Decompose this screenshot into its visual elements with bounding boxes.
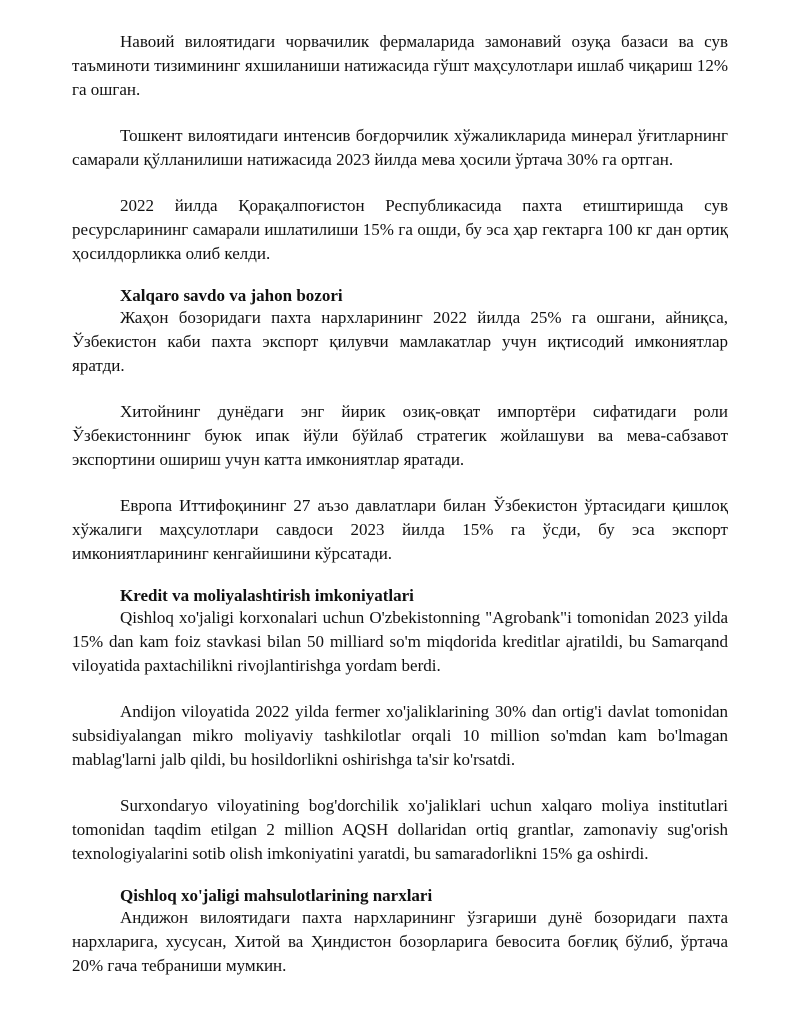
paragraph-tashkent-orchards: Тошкент вилоятидаги интенсив боғдорчилик хўжаликларида минерал ўғитларнинг самарали қўлланилиши натижасида 2023 йилда мева ҳосили ўртача 30% га ортган. bbox=[72, 126, 728, 169]
paragraph-surkhandarya-grants: Surxondaryo viloyatining bog'dorchilik xo'jaliklari uchun xalqaro moliya institutlari tomonidan taqdim etilgan 2 million AQSH dollaridan ortiq grantlar, zamonaviy sug'orish texnologiyalarini sotib olish imkoniyatini yaratdi, bu samaradorlikni 15% ga oshirdi. bbox=[72, 796, 728, 863]
paragraph-agrobank-credit: Qishloq xo'jaligi korxonalari uchun O'zbekistonning "Agrobank"i tomonidan 2023 yilda 15% dan kam foiz stavkasi bilan 50 milliard so'm miqdorida kreditlar ajratildi, bu Samarqand viloyatida paxtachilikni rivojlantirishga yordam berdi. bbox=[72, 608, 728, 675]
section-heading-credit: Kredit va moliyalashtirish imkoniyatlari bbox=[120, 586, 414, 605]
paragraph-andijan-microfinance: Andijon viloyatida 2022 yilda fermer xo'jaliklarining 30% dan ortig'i davlat tomonidan subsidiyalangan mikro moliyaviy tashkilotlar orqali 10 million so'mdan kam bo'lmagan mablag'larni jalb qildi, bu hosildorlikni oshirishga ta'sir ko'rsatdi. bbox=[72, 702, 728, 769]
paragraph-eu-trade: Европа Иттифоқининг 27 аъзо давлатлари билан Ўзбекистон ўртасидаги қишлоқ хўжалиги маҳсулотлари савдоси 2023 йилда 15% га ўсди, бу эса экспорт имкониятларининг кенгайишини кўрсатади. bbox=[72, 496, 728, 563]
paragraph-china-import: Хитойнинг дунёдаги энг йирик озиқ-овқат импортёри сифатидаги роли Ўзбекистоннинг буюк ипак йўли бўйлаб стратегик жойлашуви ва мева-сабзавот экспортини ошириш учун катта имкониятлар яратади. bbox=[72, 402, 728, 469]
paragraph-navoi-livestock: Навоий вилоятидаги чорвачилик фермаларида замонавий озуқа базаси ва сув таъминоти тизимининг яхшиланиши натижасида гўшт маҳсулотлари ишлаб чиқариш 12% га ошган. bbox=[72, 32, 728, 99]
document-page bbox=[72, 30, 728, 1000]
paragraph-karakalpakstan-cotton: 2022 йилда Қорақалпоғистон Республикасида пахта етиштиришда сув ресурсларининг самарали ишлатилиши 15% га ошди, бу эса ҳар гектарга 100 кг дан ортиқ ҳосилдорликка олиб келди. bbox=[72, 196, 728, 263]
paragraph-andijan-cotton-prices: Андижон вилоятидаги пахта нархларининг ўзгариши дунё бозоридаги пахта нархларига, хусусан, Хитой ва Ҳиндистон бозорларига бевосита боғлиқ бўлиб, ўртача 20% гача тебраниши мумкин. bbox=[72, 908, 728, 975]
paragraph-world-cotton-prices: Жаҳон бозоридаги пахта нархларининг 2022 йилда 25% га ошгани, айниқса, Ўзбекистон каби пахта экспорт қилувчи мамлакатлар учун иқтисодий имкониятлар яратди. bbox=[72, 308, 728, 375]
section-heading-trade: Xalqaro savdo va jahon bozori bbox=[120, 286, 343, 305]
section-heading-prices: Qishloq xo'jaligi mahsulotlarining narxlari bbox=[120, 886, 433, 905]
